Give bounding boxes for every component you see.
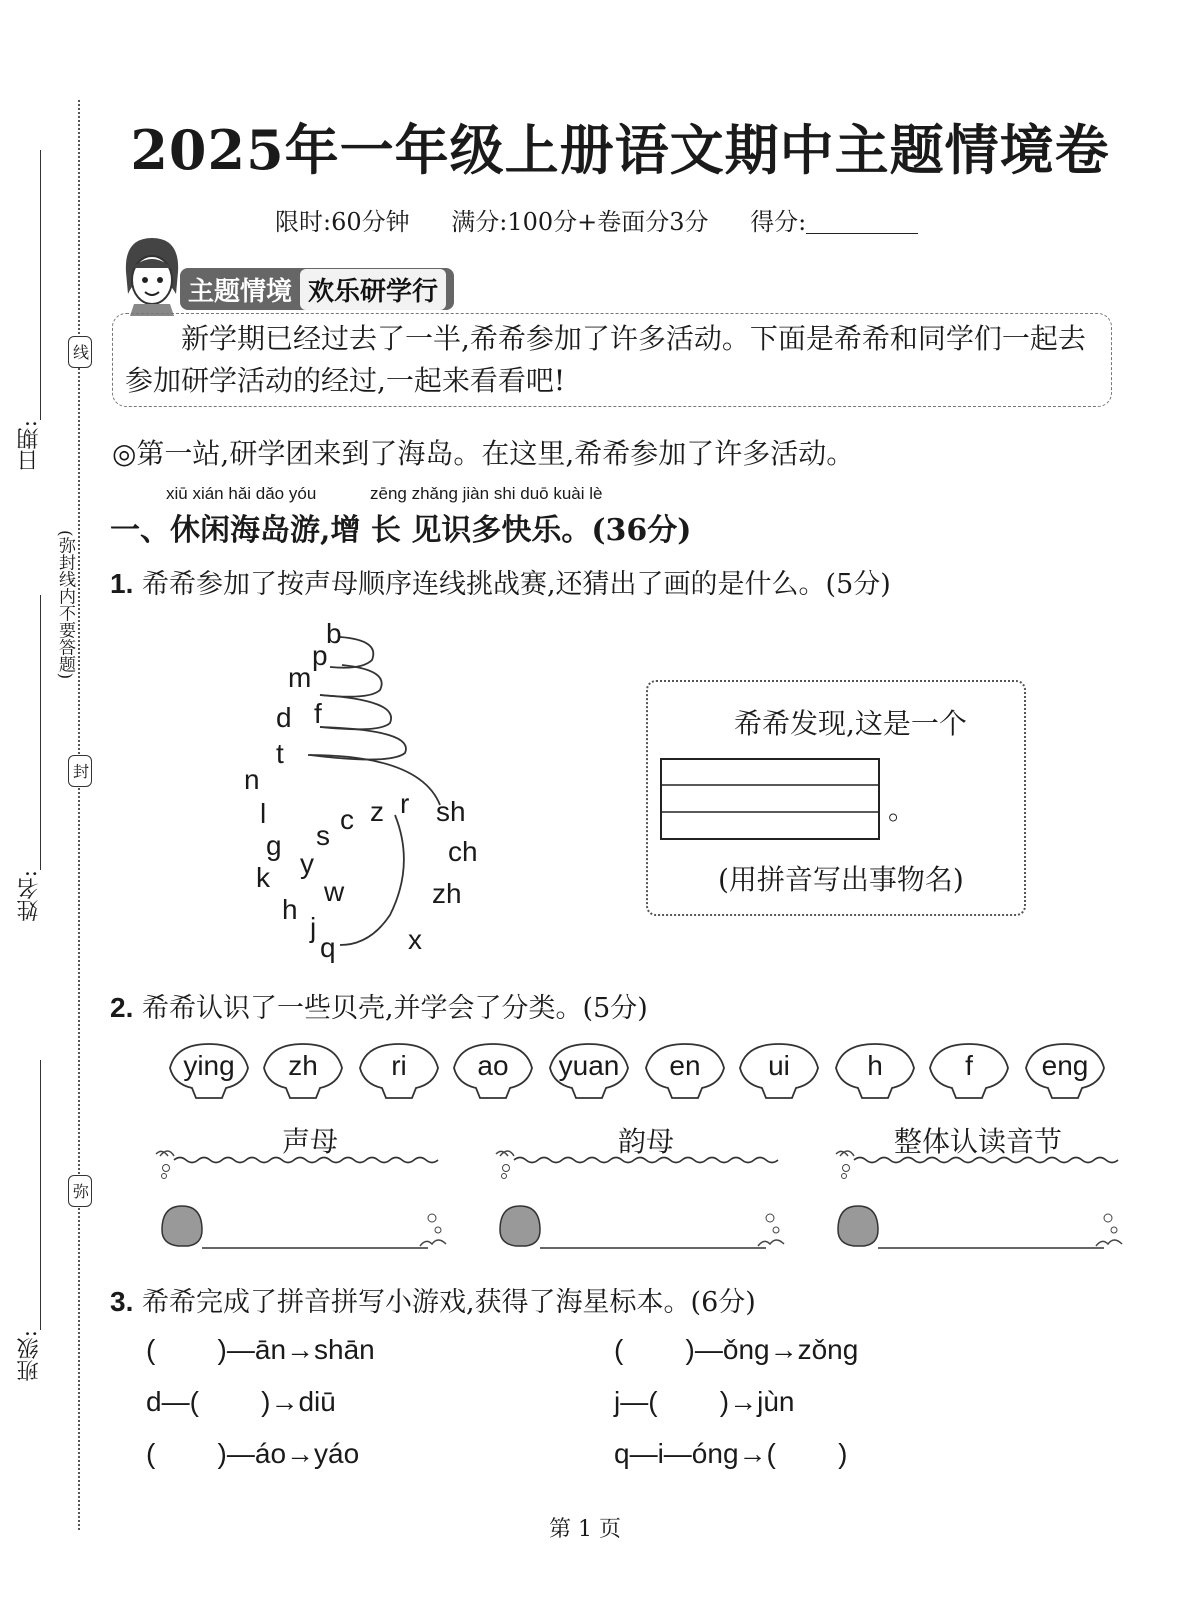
- letter-j: j: [310, 912, 317, 943]
- q1-box-hint: (用拼音写出事物名): [718, 863, 964, 896]
- seal-mark-seal: 封: [68, 755, 92, 787]
- letter-sh: sh: [436, 796, 466, 827]
- shell-label: ui: [768, 1050, 790, 1081]
- full-score: 满分:100分+卷面分3分: [451, 208, 709, 236]
- shell-ying[interactable]: [166, 1040, 252, 1096]
- shell-label: ao: [477, 1050, 509, 1081]
- shell-ri[interactable]: [356, 1040, 442, 1096]
- shell-f[interactable]: [926, 1040, 1012, 1096]
- category-finals: 韵母: [618, 1125, 675, 1158]
- answer-line-finals[interactable]: [494, 1200, 794, 1260]
- score-field[interactable]: [806, 233, 918, 234]
- letter-x: x: [408, 924, 422, 955]
- no-answer-notice: (弥封线内不要答题): [55, 530, 75, 680]
- letter-m: m: [288, 662, 312, 693]
- class-label: 班级:: [17, 1330, 42, 1382]
- shell-label: eng: [1041, 1050, 1089, 1081]
- letter-s: s: [316, 820, 330, 851]
- category-whole-syllables: 整体认读音节: [894, 1125, 1063, 1158]
- time-limit: 限时:60分钟: [275, 208, 410, 236]
- score-label: 得分:: [750, 208, 807, 236]
- pinyin-1: xiū xián hǎi dǎo yóu: [166, 484, 317, 503]
- letter-z: z: [370, 796, 384, 827]
- letter-n: n: [244, 764, 260, 795]
- question-1: [110, 562, 891, 601]
- letter-c: c: [340, 804, 354, 835]
- question-3-num: 3.: [110, 1286, 134, 1317]
- seal-mark-line: 线: [68, 336, 92, 368]
- shell-yuan[interactable]: [546, 1040, 632, 1096]
- spell-item-4[interactable]: j—( )→jùn: [614, 1386, 795, 1417]
- page-number: 第 1 页: [549, 1517, 621, 1542]
- question-2: [110, 986, 648, 1025]
- theme-name: 欢乐研学行: [300, 269, 446, 310]
- theme-intro-box: [112, 313, 1112, 407]
- q1-answer-box: [646, 680, 1026, 916]
- girl-mascot-icon: [116, 232, 186, 316]
- wave-line-whole-syllables: [830, 1140, 1120, 1180]
- date-field[interactable]: [40, 150, 41, 420]
- letter-r: r: [400, 788, 410, 819]
- letter-t: t: [276, 738, 284, 769]
- letter-g: g: [266, 830, 282, 861]
- shell-h[interactable]: [832, 1040, 918, 1096]
- stage-one: ◎第一站,研学团来到了海岛。在这里,希希参加了许多活动。: [112, 437, 855, 470]
- spell-item-1[interactable]: ( )—ān→shān: [146, 1334, 375, 1365]
- letter-p: p: [312, 640, 328, 671]
- letter-l: l: [260, 798, 267, 829]
- answer-line-whole-syllables[interactable]: [832, 1200, 1132, 1260]
- shell-eng[interactable]: [1022, 1040, 1108, 1096]
- theme-tag-label: 主题情境: [188, 276, 293, 307]
- answer-line-initials[interactable]: [156, 1200, 456, 1260]
- question-1-text: 希希参加了按声母顺序连线挑战赛,还猜出了画的是什么。(5分): [141, 569, 891, 600]
- shell-label: zh: [288, 1050, 318, 1081]
- spell-item-3[interactable]: d—( )→diū: [146, 1386, 336, 1417]
- name-field[interactable]: [40, 595, 41, 870]
- letter-y: y: [300, 848, 314, 879]
- shell-ao[interactable]: [450, 1040, 536, 1096]
- wave-line-initials: [150, 1140, 440, 1180]
- letter-f: f: [314, 698, 322, 729]
- theme-intro: 新学期已经过去了一半,希希参加了许多活动。下面是希希和同学们一起去参加研学活动的经过,一起来看看吧!: [125, 322, 1086, 397]
- letter-zh: zh: [432, 878, 462, 909]
- question-2-text: 希希认识了一些贝壳,并学会了分类。(5分): [141, 993, 648, 1024]
- shell-zh[interactable]: [260, 1040, 346, 1096]
- question-3-text: 希希完成了拼音拼写小游戏,获得了海星标本。(6分): [141, 1287, 756, 1318]
- letter-q: q: [320, 932, 336, 963]
- theme-tag: [180, 268, 454, 310]
- shell-label: ying: [183, 1050, 235, 1081]
- q1-box-text: 希希发现,这是一个: [734, 707, 967, 740]
- spell-item-5[interactable]: ( )—áo→yáo: [146, 1438, 360, 1469]
- shell-label: h: [867, 1050, 883, 1081]
- exam-meta: [275, 202, 946, 237]
- page-title: 2025年一年级上册语文期中主题情境卷: [130, 118, 1110, 182]
- spell-item-6[interactable]: q—i—óng→( ): [614, 1438, 848, 1469]
- q1-box-period: 。: [888, 793, 917, 826]
- letter-ch: ch: [448, 836, 478, 867]
- binding-dotted-line: [78, 100, 80, 1530]
- spell-item-2[interactable]: ( )—ǒng→zǒng: [614, 1334, 859, 1365]
- letter-b: b: [326, 618, 342, 649]
- date-label: 日期:: [17, 420, 42, 472]
- pinyin-2: zēng zhǎng jiàn shi duō kuài lè: [370, 484, 603, 503]
- conch-connect-lines: [230, 615, 490, 975]
- shell-label: en: [669, 1050, 701, 1081]
- pinyin-writing-lines[interactable]: [660, 758, 882, 842]
- letter-k: k: [256, 862, 270, 893]
- question-2-num: 2.: [110, 992, 134, 1023]
- question-1-num: 1.: [110, 568, 134, 599]
- category-initials: 声母: [282, 1125, 339, 1158]
- question-3: [110, 1280, 756, 1319]
- shell-en[interactable]: [642, 1040, 728, 1096]
- letter-w: w: [324, 876, 345, 907]
- section-one-title: 一、休闲海岛游,增 长 见识多快乐。(36分): [110, 513, 692, 548]
- wave-line-finals: [490, 1140, 780, 1180]
- letter-d: d: [276, 702, 292, 733]
- shell-label: yuan: [558, 1050, 620, 1081]
- seal-mark-mi: 弥: [68, 1175, 92, 1207]
- shell-label: f: [965, 1050, 973, 1081]
- name-label: 姓名:: [17, 870, 42, 922]
- shell-ui[interactable]: [736, 1040, 822, 1096]
- shell-label: ri: [391, 1050, 407, 1081]
- letter-h: h: [282, 894, 298, 925]
- class-field[interactable]: [40, 1060, 41, 1330]
